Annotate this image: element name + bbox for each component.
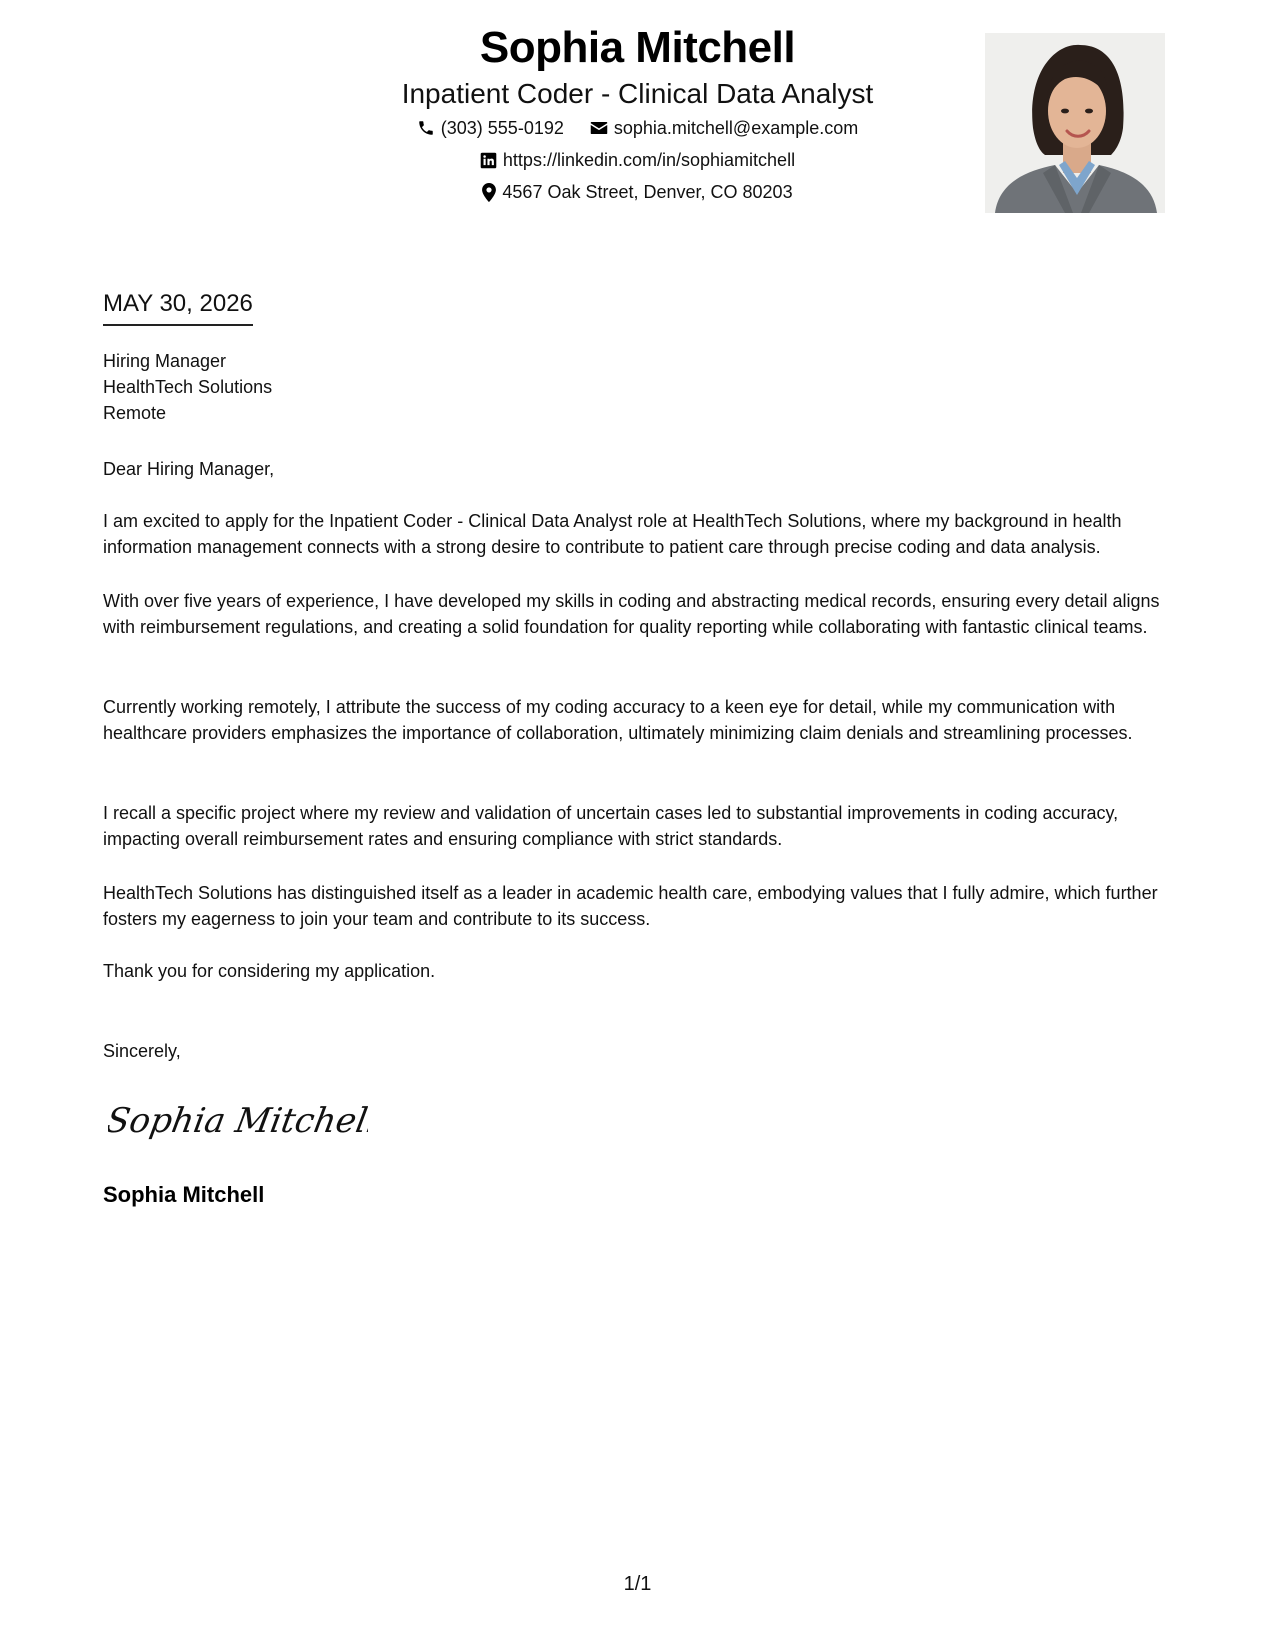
- applicant-title: Inpatient Coder - Clinical Data Analyst: [401, 78, 874, 109]
- paragraph-6: Thank you for considering my application.: [103, 961, 436, 981]
- paragraph-4: I recall a specific project where my review and validation of uncertain cases led to substantial improvements in coding accuracy, impacting overall reimbursement rates and ensuring compliance with strict standards.: [103, 803, 1119, 849]
- applicant-name: Sophia Mitchell: [479, 23, 796, 72]
- envelope-icon: [590, 120, 608, 136]
- street-address: 4567 Oak Street, Denver, CO 80203: [502, 182, 793, 202]
- signature-text: Sophia Mitchell: [108, 1101, 368, 1141]
- linkedin-icon: [480, 152, 497, 169]
- phone-number[interactable]: (303) 555-0192: [440, 118, 564, 138]
- closing: Sincerely,: [103, 1041, 181, 1061]
- letter-date: MAY 30, 2026: [103, 288, 253, 326]
- recipient-company: HealthTech Solutions: [103, 377, 273, 397]
- phone-icon: [417, 119, 435, 137]
- recipient-name: Hiring Manager: [103, 351, 227, 371]
- paragraph-5: HealthTech Solutions has distinguished itself as a leader in academic health care, embodying values that I fully admire, which further fosters my eagerness to join your team and contribute to its success.: [103, 883, 1158, 929]
- map-pin-icon: [482, 183, 496, 202]
- recipient-location: Remote: [103, 403, 167, 423]
- profile-photo: [985, 33, 1165, 213]
- email-address[interactable]: sophia.mitchell@example.com: [613, 118, 859, 138]
- recipient-block: [103, 348, 1173, 426]
- paragraph-3: Currently working remotely, I attribute the success of my coding accuracy to a keen eye for detail, while my communication with healthcare providers emphasizes the importance of collaboration, ultimately minimizing claim denials and streamlining processes.: [103, 697, 1133, 743]
- handwritten-signature: [108, 1090, 368, 1150]
- paragraph-1: I am excited to apply for the Inpatient Coder - Clinical Data Analyst role at HealthTech Solutions, where my background in health information management connects with a strong desire to contribute to patient care through precise coding and data analysis.: [103, 511, 1122, 557]
- paragraph-2: With over five years of experience, I have developed my skills in coding and abstracting medical records, ensuring every detail aligns with reimbursement regulations, and creating a solid foundation for quality reporting while collaborating with fantastic clinical teams.: [103, 591, 1160, 637]
- page-number: 1/1: [623, 1573, 652, 1595]
- linkedin-url[interactable]: https://linkedin.com/in/sophiamitchell: [502, 150, 796, 170]
- salutation: Dear Hiring Manager,: [103, 459, 275, 479]
- signed-name: Sophia Mitchell: [103, 1182, 265, 1207]
